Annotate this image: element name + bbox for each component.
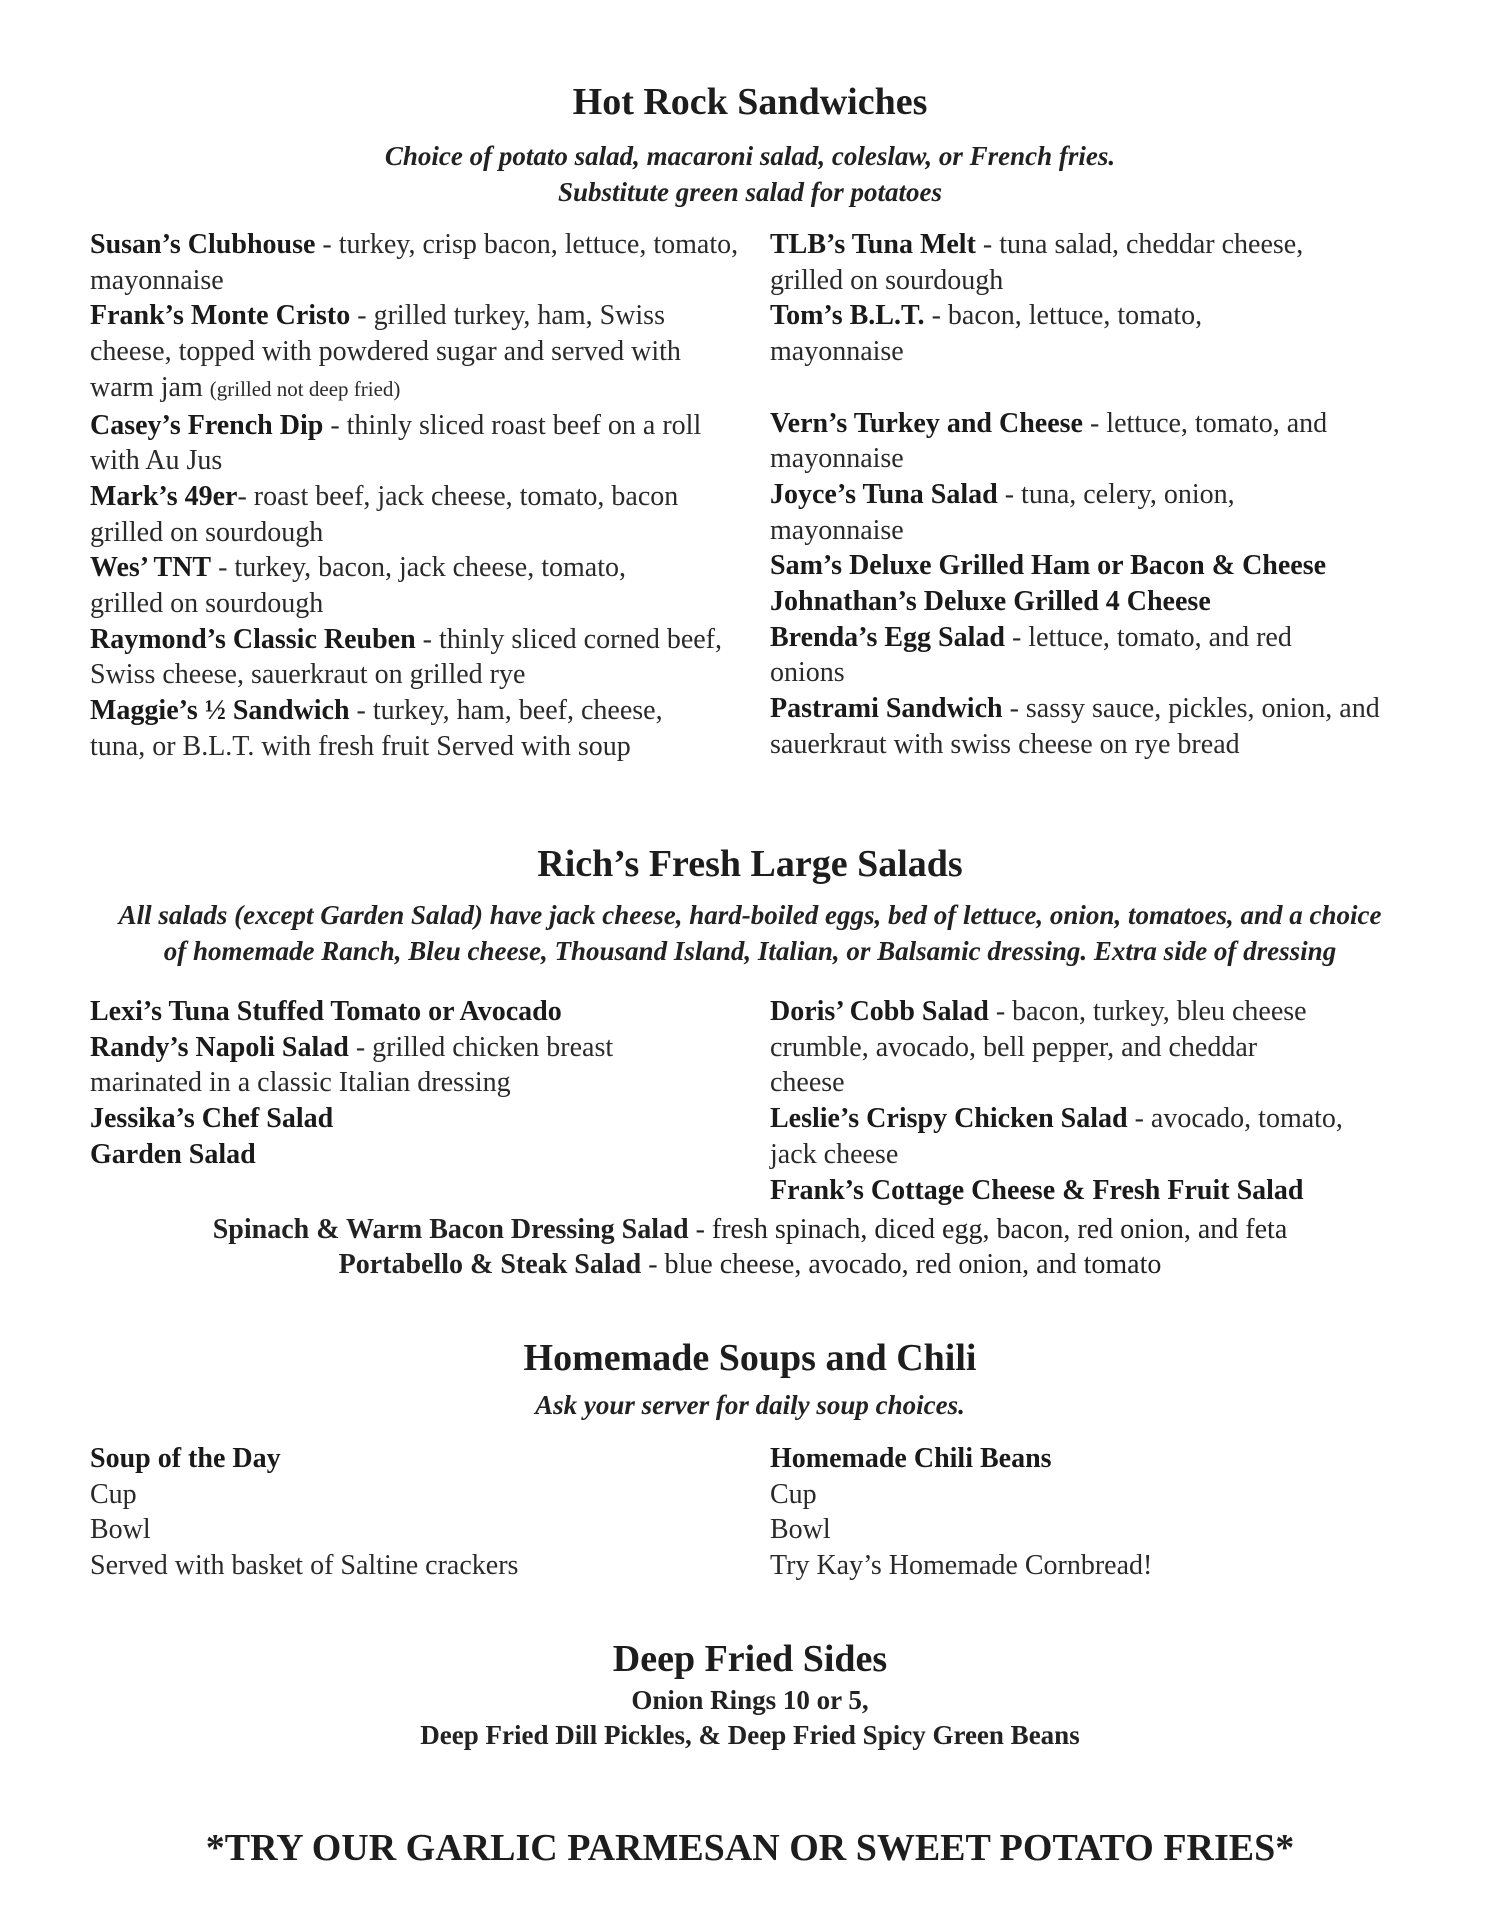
chili-heading-text: Homemade Chili Beans [770, 1443, 1052, 1474]
menu-item [770, 691, 1430, 762]
menu-item [770, 477, 1370, 548]
soup-heading-text: Soup of the Day [90, 1443, 281, 1474]
salads-note-2: of homemade Ranch, Bleu cheese, Thousand Island, Italian, or Balsamic dressing. Extra side of dressing [163, 936, 1337, 966]
item-note: (grilled not deep fried) [209, 376, 401, 401]
item-name: Raymond’s Classic Reuben [90, 623, 416, 655]
item-name: Joyce’s Tuna Salad [770, 478, 998, 510]
item-name: Jessika’s Chef Salad [90, 1103, 334, 1135]
item-name: Tom’s B.L.T. [770, 300, 925, 332]
item-name: Leslie’s Crispy Chicken Salad [770, 1103, 1128, 1135]
soup-line: Cup [90, 1478, 137, 1510]
item-desc: - grilled turkey, ham, Swiss cheese, topped with powdered sugar and served with warm jam [90, 300, 681, 403]
item-name: Vern’s Turkey and Cheese [770, 407, 1083, 439]
menu-item [90, 298, 690, 407]
sandwiches-right-column [770, 227, 1430, 763]
menu-item [770, 1101, 1380, 1172]
item-name: Johnathan’s Deluxe Grilled 4 Cheese [770, 586, 1211, 618]
chili-line: Try Kay’s Homemade Cornbread! [770, 1550, 1153, 1582]
item-desc: - roast beef, jack cheese, tomato, bacon grilled on sourdough [90, 480, 679, 548]
item-desc: - sassy sauce, pickles, onion, and sauerkraut with swiss cheese on rye bread [770, 693, 1380, 760]
menu-item [90, 550, 700, 621]
item-name: Doris’ Cobb Salad [770, 996, 989, 1027]
menu-item [90, 994, 710, 1030]
item-desc: - blue cheese, avocado, red onion, and tomato [641, 1249, 1162, 1280]
soup-line: Bowl [90, 1514, 151, 1546]
menu-item [90, 227, 750, 298]
item-desc: - bacon, lettuce, tomato, mayonnaise [770, 300, 1203, 368]
item-name: Spinach & Warm Bacon Dressing Salad [212, 1214, 689, 1245]
salads-title: Rich’s Fresh Large Salads [537, 843, 963, 885]
salads-note-1: All salads (except Garden Salad) have jack cheese, hard-boiled eggs, bed of lettuce, onion, tomatoes, and a choice [118, 900, 1382, 930]
item-name: Sam’s Deluxe Grilled Ham or Bacon & Cheese [770, 550, 1327, 582]
menu-item [90, 622, 730, 693]
sides-line-2: Deep Fried Dill Pickles, & Deep Fried Spicy Green Beans [420, 1720, 1080, 1750]
sandwiches-title: Hot Rock Sandwiches [572, 81, 928, 123]
item-desc: - grilled chicken breast marinated in a classic Italian dressing [90, 1031, 614, 1099]
spacer [770, 370, 1430, 406]
item-desc: - fresh spinach, diced egg, bacon, red onion, and feta [688, 1214, 1288, 1245]
item-desc: - turkey, bacon, jack cheese, tomato, grilled on sourdough [90, 552, 626, 620]
item-name: Portabello & Steak Salad [338, 1249, 642, 1280]
item-desc: - lettuce, tomato, and mayonnaise [770, 407, 1328, 475]
fries-banner: *TRY OUR GARLIC PARMESAN OR SWEET POTATO FRIES* [205, 1827, 1295, 1869]
item-desc: - turkey, crisp bacon, lettuce, tomato, mayonnaise [90, 229, 739, 296]
item-desc: - turkey, ham, beef, cheese, tuna, or B.L.T. with fresh fruit Served with soup [90, 695, 663, 762]
menu-item [770, 227, 1370, 298]
salad-center-item [0, 1212, 1500, 1247]
menu-item [770, 1173, 1390, 1209]
item-desc: - thinly sliced corned beef, Swiss cheese, sauerkraut on grilled rye [90, 623, 723, 691]
sandwiches-note-2: Substitute green salad for potatoes [557, 177, 943, 207]
menu-item [770, 584, 1430, 620]
menu-item [770, 406, 1410, 477]
soups-note: Ask your server for daily soup choices. [535, 1390, 965, 1420]
item-name: Randy’s Napoli Salad [90, 1031, 349, 1063]
menu-item [90, 1137, 710, 1173]
menu-item [90, 1101, 710, 1137]
item-name: Brenda’s Egg Salad [770, 621, 1005, 653]
sandwiches-note-1: Choice of potato salad, macaroni salad, coleslaw, or French fries. [384, 141, 1116, 171]
item-name: Wes’ TNT [90, 552, 212, 584]
sides-title: Deep Fried Sides [612, 1638, 888, 1680]
item-name: Frank’s Cottage Cheese & Fresh Fruit Salad [770, 1174, 1304, 1206]
item-name: Maggie’s ½ Sandwich [90, 695, 350, 727]
item-desc: - bacon, turkey, bleu cheese crumble, avocado, bell pepper, and cheddar cheese [770, 996, 1307, 1099]
menu-item [90, 693, 710, 764]
item-name: Susan’s Clubhouse [90, 229, 316, 260]
chili-line: Bowl [770, 1514, 831, 1546]
menu-item [770, 548, 1430, 584]
item-desc: - tuna, celery, onion, mayonnaise [770, 478, 1235, 546]
menu-item [770, 994, 1330, 1101]
item-desc: - tuna salad, cheddar cheese, grilled on sourdough [770, 229, 1304, 296]
item-desc: - avocado, tomato, jack cheese [770, 1103, 1343, 1170]
sides-line-1: Onion Rings 10 or 5, [631, 1685, 869, 1715]
chili-heading [770, 1441, 1390, 1477]
item-desc: - thinly sliced roast beef on a roll with Au Jus [90, 409, 702, 477]
menu-item [90, 408, 750, 479]
soups-title: Homemade Soups and Chili [523, 1337, 977, 1379]
soups-left-column [90, 1441, 710, 1584]
item-name: Frank’s Monte Cristo [90, 300, 351, 332]
item-desc: - lettuce, tomato, and red onions [770, 621, 1292, 689]
salad-center-item [0, 1247, 1500, 1282]
salads-left-column [90, 994, 710, 1173]
item-name: Garden Salad [90, 1138, 256, 1170]
item-name: Pastrami Sandwich [770, 693, 1003, 725]
chili-line: Cup [770, 1478, 817, 1510]
soup-line: Served with basket of Saltine crackers [90, 1550, 519, 1582]
menu-item [90, 479, 730, 550]
salads-right-column [770, 994, 1390, 1208]
menu-item [770, 620, 1350, 691]
soup-heading [90, 1441, 710, 1477]
item-name: Casey’s French Dip [90, 409, 324, 441]
item-name: Lexi’s Tuna Stuffed Tomato or Avocado [90, 996, 562, 1027]
soups-right-column [770, 1441, 1390, 1584]
sandwiches-left-column [90, 227, 750, 765]
menu-item [90, 1030, 660, 1101]
item-name: Mark’s 49er [90, 480, 238, 512]
item-name: TLB’s Tuna Melt [770, 229, 976, 260]
menu-item [770, 298, 1330, 369]
